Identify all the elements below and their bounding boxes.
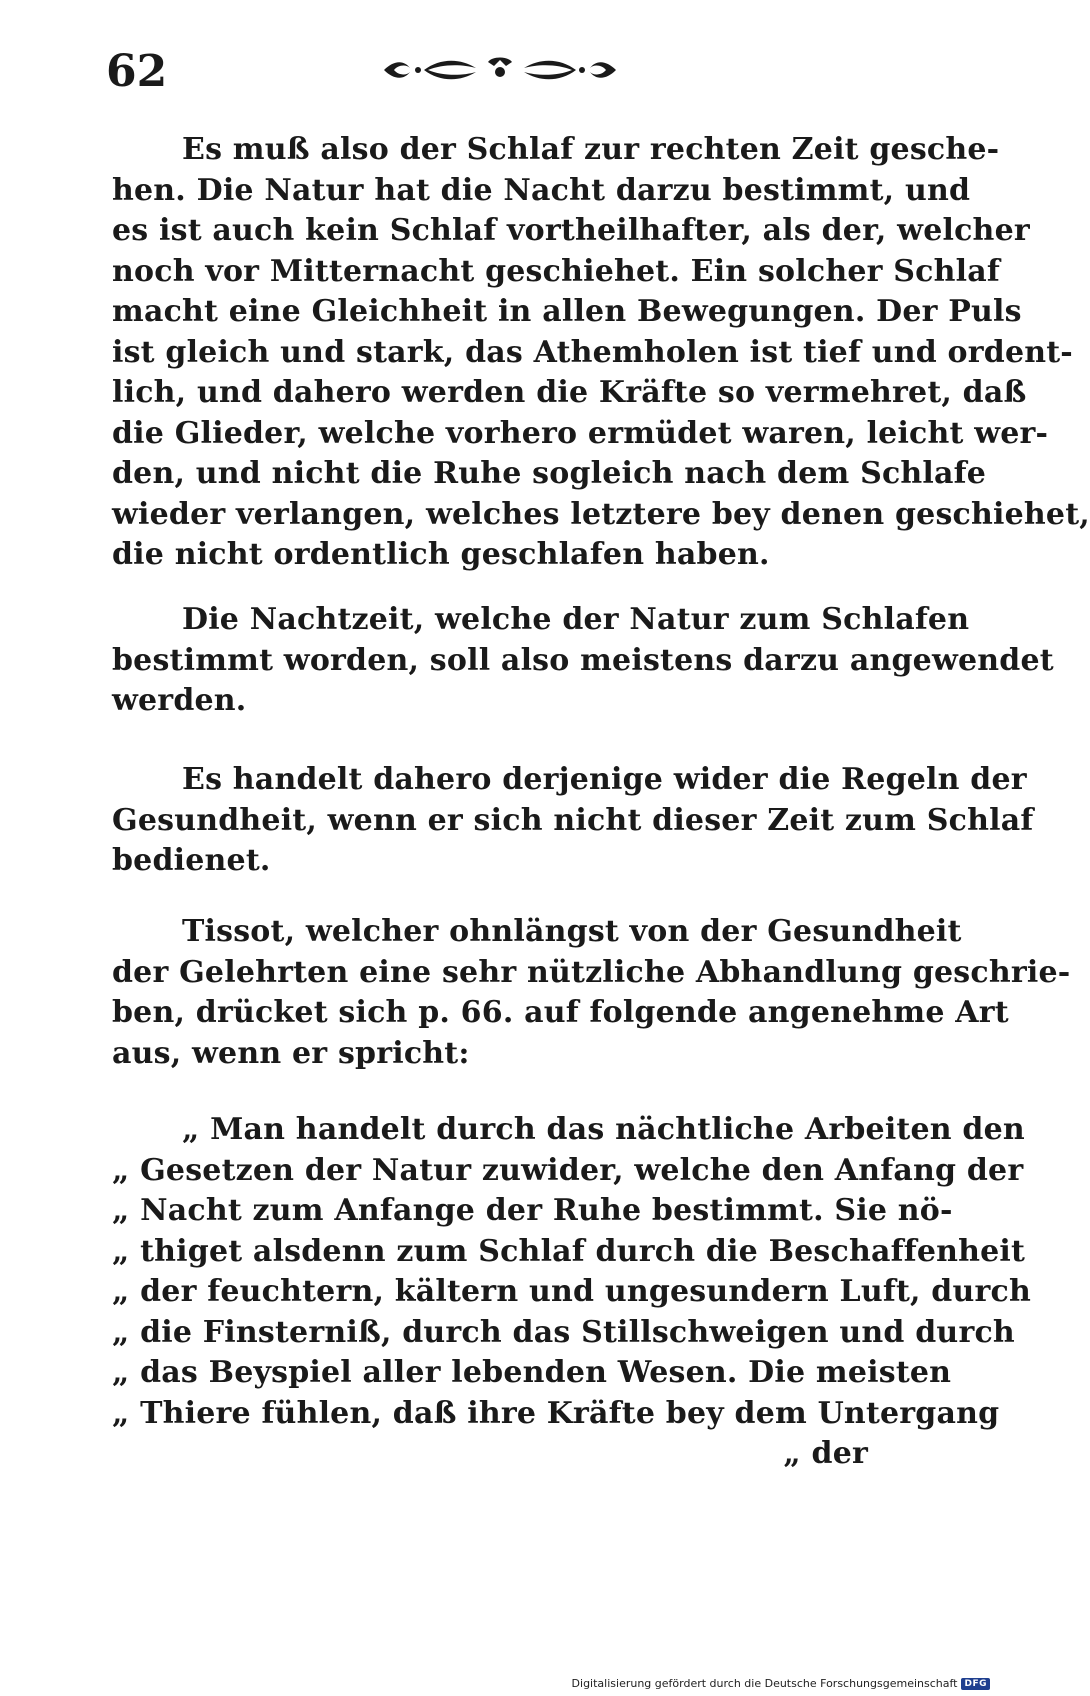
text-line: lich, und dahero werden die Kräfte so vermehret, daß [112,375,1027,410]
quote-line: „ die Finsterniß, durch das Stillschweigen und durch [112,1314,1015,1350]
dfg-logo-icon: DFG [961,1678,990,1690]
page-number: 62 [106,46,168,97]
quote-line: „ Man handelt durch das nächtliche Arbeiten den [182,1112,1025,1147]
quote-line: „ thiget alsdenn zum Schlaf durch die Beschaffenheit [112,1233,1026,1269]
paragraph-2 [112,600,1054,722]
text-line: macht eine Gleichheit in allen Bewegungen. Der Puls [112,294,1022,329]
quotation [112,1110,1031,1475]
text-line: Tissot, welcher ohnlängst von der Gesundheit [182,914,962,949]
text-line: Die Nachtzeit, welche der Natur zum Schlafen [182,602,970,637]
text-line: bedienet. [112,843,271,878]
text-line: hen. Die Natur hat die Nacht darzu bestimmt, und [112,172,971,208]
text-line: Gesundheit, wenn er sich nicht dieser Zeit zum Schlaf [112,802,1034,838]
paragraph-1 [112,130,1090,576]
text-line: wieder verlangen, welches letztere bey denen geschiehet, [112,496,1090,532]
text-line: Es muß also der Schlaf zur rechten Zeit gesche- [182,132,1000,167]
digitization-footer [572,1677,990,1690]
footer-text: Digitalisierung gefördert durch die Deutsche Forschungsgemeinschaft [571,1677,958,1690]
text-line: noch vor Mitternacht geschiehet. Ein solcher Schlaf [112,253,1000,289]
text-line: aus, wenn er spricht: [112,1035,470,1071]
text-line: werden. [112,683,247,718]
catchword: „ der [783,1436,868,1471]
text-line: es ist auch kein Schlaf vortheilhafter, als der, welcher [112,213,1030,248]
paragraph-3 [112,760,1034,882]
quote-line: „ Gesetzen der Natur zuwider, welche den Anfang der [112,1152,1024,1188]
text-line: bestimmt worden, soll also meistens darzu angewendet [112,642,1054,678]
text-line: die Glieder, welche vorhero ermüdet waren, leicht wer- [112,415,1049,451]
text-line: die nicht ordentlich geschlafen haben. [112,537,770,572]
text-line: ben, drücket sich p. 66. auf folgende angenehme Art [112,995,1009,1030]
quote-line: „ das Beyspiel aller lebenden Wesen. Die meisten [112,1355,952,1390]
text-line: der Gelehrten eine sehr nützliche Abhandlung geschrie- [112,954,1071,990]
printer-ornament-icon [380,52,620,88]
quote-line: „ der feuchtern, kältern und ungesundern Luft, durch [112,1274,1031,1309]
quote-line: „ Nacht zum Anfange der Ruhe bestimmt. Sie nö- [112,1193,953,1228]
text-line: den, und nicht die Ruhe sogleich nach dem Schlafe [112,456,987,491]
text-line: ist gleich und stark, das Athemholen ist tief und ordent- [112,334,1073,370]
text-line: Es handelt dahero derjenige wider die Regeln der [182,762,1027,797]
quote-line: „ Thiere fühlen, daß ihre Kräfte bey dem Untergang [112,1395,1000,1431]
paragraph-4 [112,912,1071,1074]
